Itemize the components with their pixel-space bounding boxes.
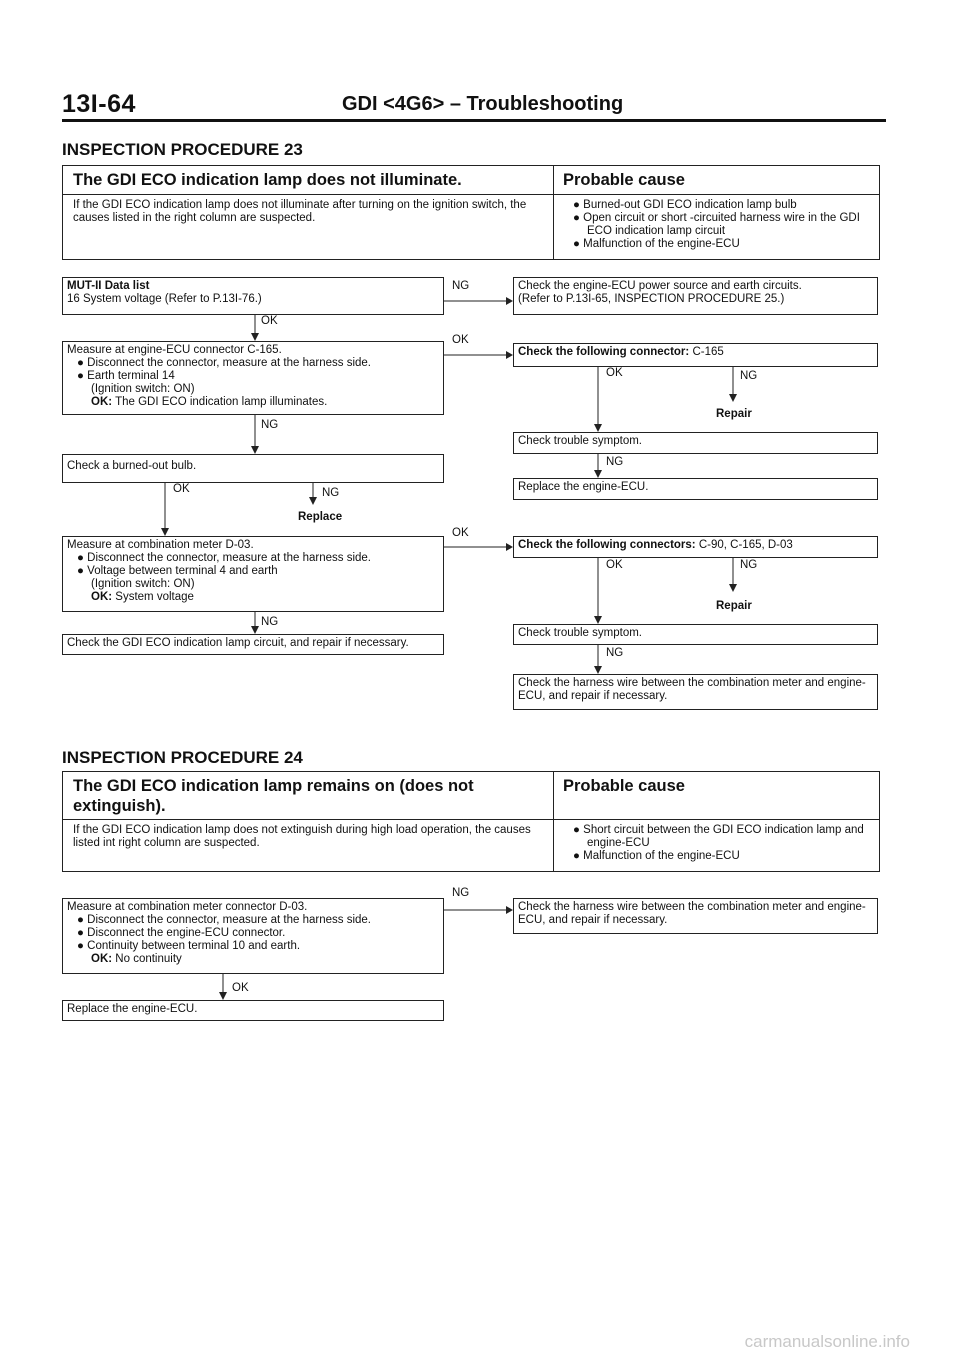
proc24-replace-box: Replace the engine-ECU. <box>62 1000 444 1021</box>
ng-label: NG <box>606 647 624 659</box>
ok-label: OK <box>606 367 623 379</box>
ng-label: NG <box>606 456 624 468</box>
proc24-heading: INSPECTION PROCEDURE 24 <box>62 748 303 767</box>
ng-label: NG <box>740 370 758 382</box>
page-number: 13I-64 <box>62 90 136 118</box>
ng-label: NG <box>452 280 470 292</box>
proc24-harness-box: Check the harness wire between the combination meter and engine- ECU, and repair if necessary. <box>513 898 878 934</box>
ng-label: NG <box>452 887 470 899</box>
ok-label: OK <box>452 527 469 539</box>
repair-label: Repair <box>716 600 752 612</box>
bulb-box: Check a burned-out bulb. <box>62 454 444 483</box>
trouble-symptom-box: Check trouble symptom. <box>513 432 878 454</box>
proc23-title: The GDI ECO indication lamp does not illuminate. <box>73 171 462 189</box>
ok-label: OK <box>261 315 278 327</box>
cause-item: ● Burned-out GDI ECO indication lamp bulb <box>573 199 797 211</box>
ng-label: NG <box>322 487 340 499</box>
proc24-description: If the GDI ECO indication lamp does not extinguish during high load operation, the causes listed int right column are suspected. <box>73 824 531 849</box>
ok-label: OK <box>173 483 190 495</box>
proc23-heading: INSPECTION PROCEDURE 23 <box>62 140 303 159</box>
ok-label: OK <box>606 559 623 571</box>
lamp-circuit-box: Check the GDI ECO indication lamp circuit, and repair if necessary. <box>62 634 444 655</box>
proc23-description: If the GDI ECO indication lamp does not illuminate after turning on the ignition switch, the causes listed in the right column are suspected. <box>73 199 527 224</box>
harness-box: Check the harness wire between the combination meter and engine- ECU, and repair if necessary. <box>513 674 878 710</box>
ng-label: NG <box>261 616 279 628</box>
repair-label: Repair <box>716 408 752 420</box>
ok-label: OK <box>232 982 249 994</box>
watermark: carmanualsonline.info <box>744 1332 910 1351</box>
proc24-title: The GDI ECO indication lamp remains on (does not extinguish). <box>73 777 474 815</box>
proc24-measure-box: Measure at combination meter connector D-03. ● Disconnect the connector, measure at the harness side. ● Disconnect the engine-ECU connector. ● Continuity between terminal 10 and earth. OK: No continuity <box>62 898 444 974</box>
proc24-cause-table <box>62 771 880 872</box>
ok-label: OK <box>452 334 469 346</box>
cause-item: ● Malfunction of the engine-ECU <box>573 850 740 862</box>
measure-meter-box: Measure at combination meter D-03. ● Disconnect the connector, measure at the harness side. ● Voltage between terminal 4 and earth (Ignition switch: ON) OK: System voltage <box>62 536 444 612</box>
trouble-symptom-box: Check trouble symptom. <box>513 624 878 645</box>
conn2-box: Check the following connectors: C-90, C-165, D-03 <box>513 536 878 558</box>
proc24-cause-title: Probable cause <box>563 777 685 795</box>
mut-data-box: MUT-II Data list 16 System voltage (Refer to P.13I-76.) <box>62 277 444 315</box>
ng-label: NG <box>261 419 279 431</box>
conn1-box: Check the following connector: C-165 <box>513 343 878 367</box>
cause-item: ● Open circuit or short -circuited harness wire in the GDI ECO indication lamp circuit <box>573 212 860 237</box>
proc23-cause-title: Probable cause <box>563 171 685 189</box>
ecu-power-box: Check the engine-ECU power source and earth circuits. (Refer to P.13I-65, INSPECTION PROCEDURE 25.) <box>513 277 878 315</box>
ng-label: NG <box>740 559 758 571</box>
replace-label: Replace <box>298 511 343 523</box>
cause-item: ● Malfunction of the engine-ECU <box>573 238 740 250</box>
cause-item: ● Short circuit between the GDI ECO indication lamp and engine-ECU <box>573 824 864 849</box>
proc24-causes <box>563 824 873 863</box>
replace-ecu-box: Replace the engine-ECU. <box>513 478 878 500</box>
page-title: GDI <4G6> – Troubleshooting <box>342 93 624 115</box>
measure-ecu-box: Measure at engine-ECU connector C-165. ● Disconnect the connector, measure at the harness side. ● Earth terminal 14 (Ignition switch: ON) OK: The GDI ECO indication lamp illuminates. <box>62 341 444 415</box>
